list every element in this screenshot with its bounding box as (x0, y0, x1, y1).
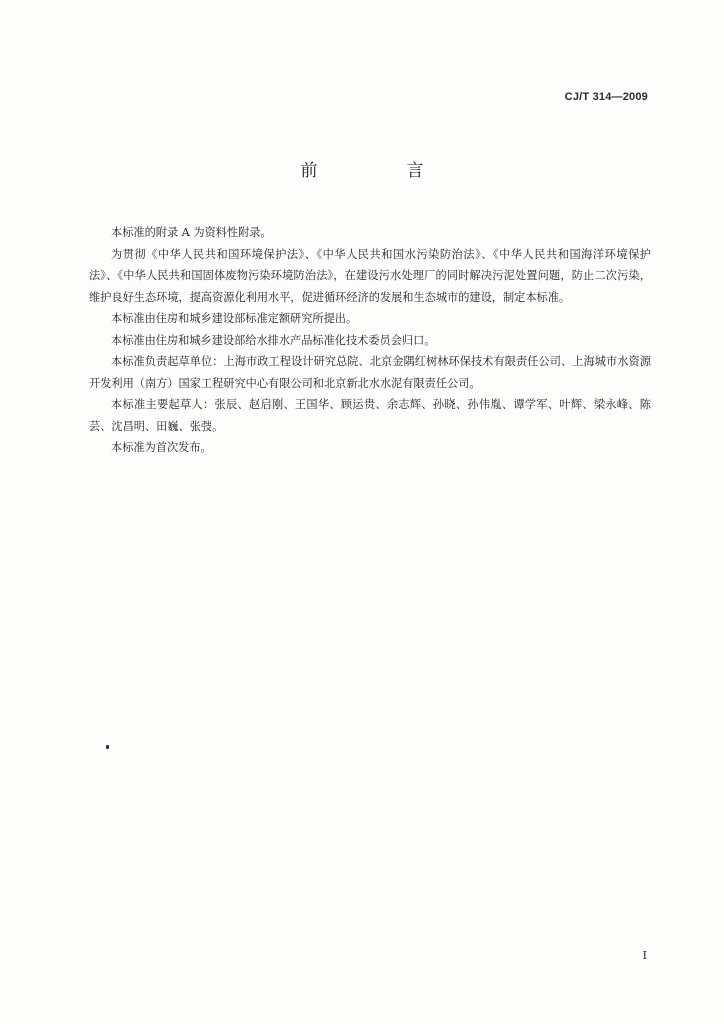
paragraph-committee: 本标准由住房和城乡建设部给水排水产品标准化技术委员会归口。 (111, 333, 436, 347)
scan-speck (106, 745, 109, 749)
paragraph-first-release: 本标准为首次发布。 (111, 441, 212, 454)
paragraph-drafting-units: 本标准负责起草单位：上海市政工程设计研究总院、北京金隅红树林环保技术有限责任公司、上海城市水资源开发利用（南方）国家工程研究中心有限公司和北京新北水水泥有限责任公司。 (89, 355, 651, 390)
foreword-body (89, 222, 651, 459)
paragraph-appendix-note: 本标准的附录 A 为资料性附录。 (111, 226, 272, 239)
standard-code: CJ/T 314—2009 (564, 91, 648, 103)
paragraph-proposer: 本标准由住房和城乡建设部标准定额研究所提出。 (111, 312, 358, 325)
page-number: I (642, 949, 647, 962)
paragraph-drafters: 本标准主要起草人：张辰、赵启刚、王国华、顾运贵、余志辉、孙晓、孙伟胤、谭学军、叶辉、梁永峰、陈芸、沈昌明、田巍、张弢。 (89, 398, 651, 433)
section-title: 前 言 (300, 161, 460, 181)
paragraph-purpose: 为贯彻《中华人民共和国环境保护法》、《中华人民共和国水污染防治法》、《中华人民共和国海洋环境保护法》、《中华人民共和国固体废物污染环境防治法》，在建设污水处理厂的同时解决污泥处置问题，防止二次污染，维护良好生态环境，提高资源化利用水平，促进循环经济的发展和生态城市的建设，制定本标准。 (89, 247, 651, 304)
